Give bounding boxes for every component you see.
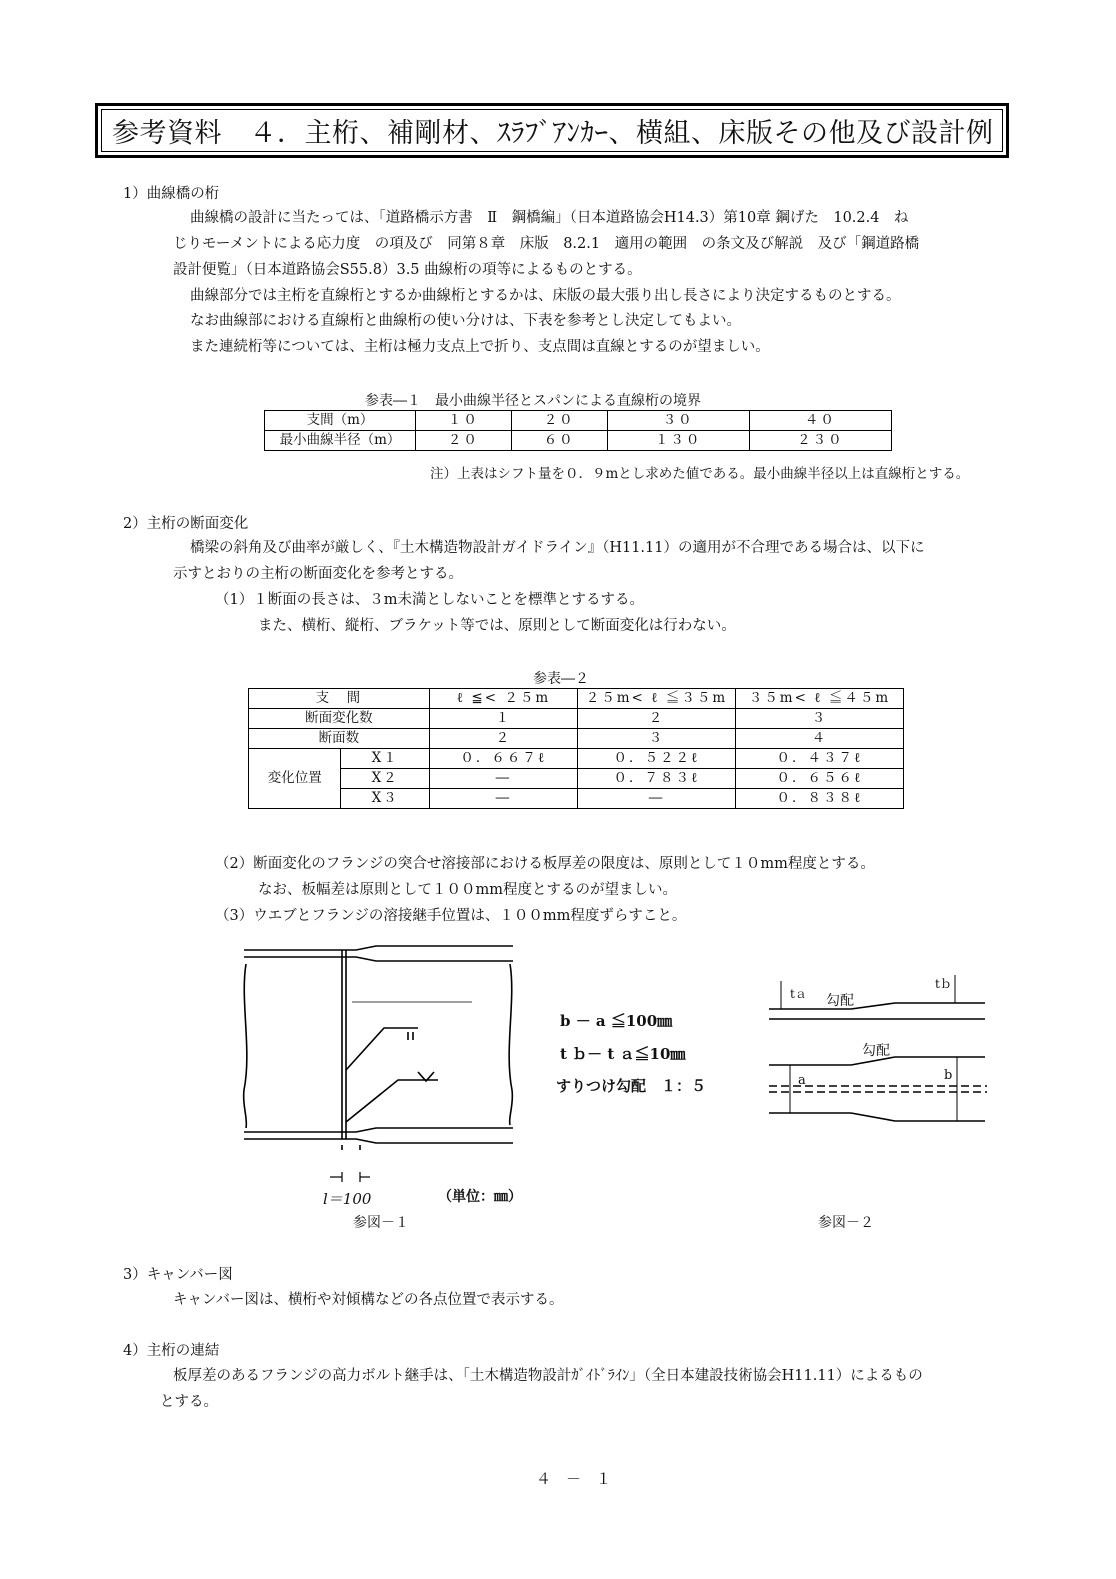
s1-paragraph-2: 曲線部分では主桁を直線桁とするか曲線桁とするかは、床版の最大張り出し長さにより決定するものとする。 (190, 288, 901, 304)
table-row (249, 689, 904, 709)
table-cell: ― (429, 789, 577, 809)
table-cell: ４ (736, 729, 904, 749)
s2-item-2b: なお、板幅差は原則として１００mm程度とするのが望ましい。 (258, 882, 677, 898)
table-cell: ２ (429, 729, 577, 749)
figure-2-slope-label-top: 勾配 (826, 993, 854, 1009)
table-cell: ０．６６７ℓ (429, 749, 577, 769)
s2-item-1b: また、横桁、縦桁、ブラケット等では、原則として断面変化は行わない。 (258, 618, 736, 634)
table-row (249, 729, 904, 749)
figure-2-a-label: a (798, 1073, 806, 1088)
s4-paragraph-1b: とする。 (160, 1394, 218, 1410)
table-2-caption: 参表―２ (533, 671, 589, 687)
figure-2-slope-label-bottom: 勾配 (862, 1043, 890, 1059)
table-cell: 最小曲線半径（m） (265, 431, 416, 451)
table-cell: ０．５２２ℓ (577, 749, 735, 769)
table-row (265, 411, 892, 431)
table-cell: 支間（m） (265, 411, 416, 431)
s2-paragraph-1a: 橋梁の斜角及び曲率が厳しく、『土木構造物設計ガイドライン』（H11.11）の適用が不合理である場合は、以下に (190, 540, 925, 556)
table-cell: １０ (416, 411, 512, 431)
table-cell: １３０ (607, 431, 749, 451)
formula-thickness-diff: t ｂ－ t ａ≦10㎜ (560, 1045, 686, 1063)
table-cell: ２３０ (749, 431, 891, 451)
table-cell: X１ (341, 749, 429, 769)
table-cell: ４０ (749, 411, 891, 431)
table-cell: 断面変化数 (249, 709, 430, 729)
table-cell: ２０ (511, 411, 607, 431)
table-cell: X２ (341, 769, 429, 789)
page-number: ４ － １ (536, 1470, 612, 1488)
page-title: 参考資料 ４．主桁、補剛材、ｽﾗﾌﾞｱﾝｶｰ、横組、床版その他及び設計例 (101, 109, 1003, 152)
table-1-caption: 参表―１ 最小曲線半径とスパンによる直線桁の境界 (365, 393, 701, 409)
table-cell: 変化位置 (249, 749, 341, 809)
table-cell: 断面数 (249, 729, 430, 749)
figure-2-caption: 参図－２ (818, 1215, 874, 1231)
figure-2-b-label: b (944, 1068, 953, 1083)
table-row (265, 431, 892, 451)
section-4-heading: 4）主桁の連結 (123, 1343, 220, 1359)
s2-item-1a: （1）１断面の長さは、３m未満としないことを標準とするする。 (215, 592, 644, 608)
s1-paragraph-1c: 設計便覧」（日本道路協会S55.8）3.5 曲線桁の項等によるものとする。 (173, 262, 642, 278)
table-cell: ２０ (416, 431, 512, 451)
s2-item-2a: （2）断面変化のフランジの突合せ溶接部における板厚差の限度は、原則として１０mm程度とする。 (215, 856, 875, 872)
table-row (249, 789, 904, 809)
figure-1-drawing (238, 940, 528, 1150)
s2-item-3: （3）ウエブとフランジの溶接継手位置は、１００mm程度ずらすこと。 (215, 908, 687, 924)
table-cell: ２５m< ℓ ≦３５m (577, 689, 735, 709)
s1-paragraph-4: また連続桁等については、主桁は極力支点上で折り、支点間は直線とするのが望ましい。 (190, 339, 770, 355)
table-cell: ２ (577, 709, 735, 729)
title-frame (95, 103, 1009, 158)
dimension-arrow-icon (330, 1170, 370, 1184)
table-cell: ０．７８３ℓ (577, 769, 735, 789)
section-2-heading: 2）主桁の断面変化 (123, 516, 249, 532)
figure-1-unit-label: （単位：㎜） (438, 1189, 522, 1205)
table-cell: ３０ (607, 411, 749, 431)
table-row (249, 749, 904, 769)
s1-paragraph-1a: 曲線橋の設計に当たっては、「道路橋示方書 Ⅱ 鋼橋編」（日本道路協会H14.3）第10章 鋼げた 10.2.4 ね (190, 210, 909, 226)
s3-paragraph-1: キャンバー図は、横桁や対傾構などの各点位置で表示する。 (173, 1292, 564, 1308)
s4-paragraph-1a: 板厚差のあるフランジの高力ボルト継手は、「土木構造物設計ｶﾞｲﾄﾞﾗｲﾝ」（全日本建設技術協会H11.11）によるもの (173, 1368, 923, 1384)
table-row (249, 769, 904, 789)
table-cell: ３ (577, 729, 735, 749)
table-cell: ０．８３８ℓ (736, 789, 904, 809)
table-cell: ― (577, 789, 735, 809)
figure-1-caption: 参図－１ (353, 1215, 409, 1231)
s1-paragraph-3: なお曲線部における直線桁と曲線桁の使い分けは、下表を参考とし決定してもよい。 (190, 313, 741, 329)
figure-2-tb-label: tｂ (935, 977, 952, 991)
formula-width-diff: b － a ≦100㎜ (560, 1012, 673, 1030)
table-cell: ℓ ≦< ２５m (429, 689, 577, 709)
table-cell: 支 間 (249, 689, 430, 709)
table-row (249, 709, 904, 729)
table-cell: １ (429, 709, 577, 729)
table-cell: ３５m< ℓ ≦４５m (736, 689, 904, 709)
table-2 (248, 688, 904, 809)
s1-paragraph-1b: じりモーメントによる応力度 の項及び 同第８章 床版 8.2.1 適用の範囲 の条文及び解説 及び「鋼道路橋 (173, 236, 920, 252)
table-cell: ― (429, 769, 577, 789)
table-cell: X３ (341, 789, 429, 809)
section-1-heading: 1）曲線橋の桁 (123, 186, 220, 202)
formula-slope: すりつけ勾配 １：５ (556, 1077, 707, 1095)
table-1 (264, 410, 892, 451)
figure-2-ta-label: tａ (790, 987, 807, 1001)
table-cell: ６０ (511, 431, 607, 451)
table-cell: ３ (736, 709, 904, 729)
figure-1-length-label: l＝100 (323, 1190, 372, 1208)
table-cell: ０．６５６ℓ (736, 769, 904, 789)
table-1-note: 注）上表はシフト量を０．９mとし求めた値である。最小曲線半径以上は直線桁とする。 (430, 466, 970, 482)
s2-paragraph-1b: 示すとおりの主桁の断面変化を参考とする。 (173, 566, 463, 582)
section-3-heading: 3）キャンバー図 (123, 1267, 233, 1283)
table-cell: ０．４３７ℓ (736, 749, 904, 769)
